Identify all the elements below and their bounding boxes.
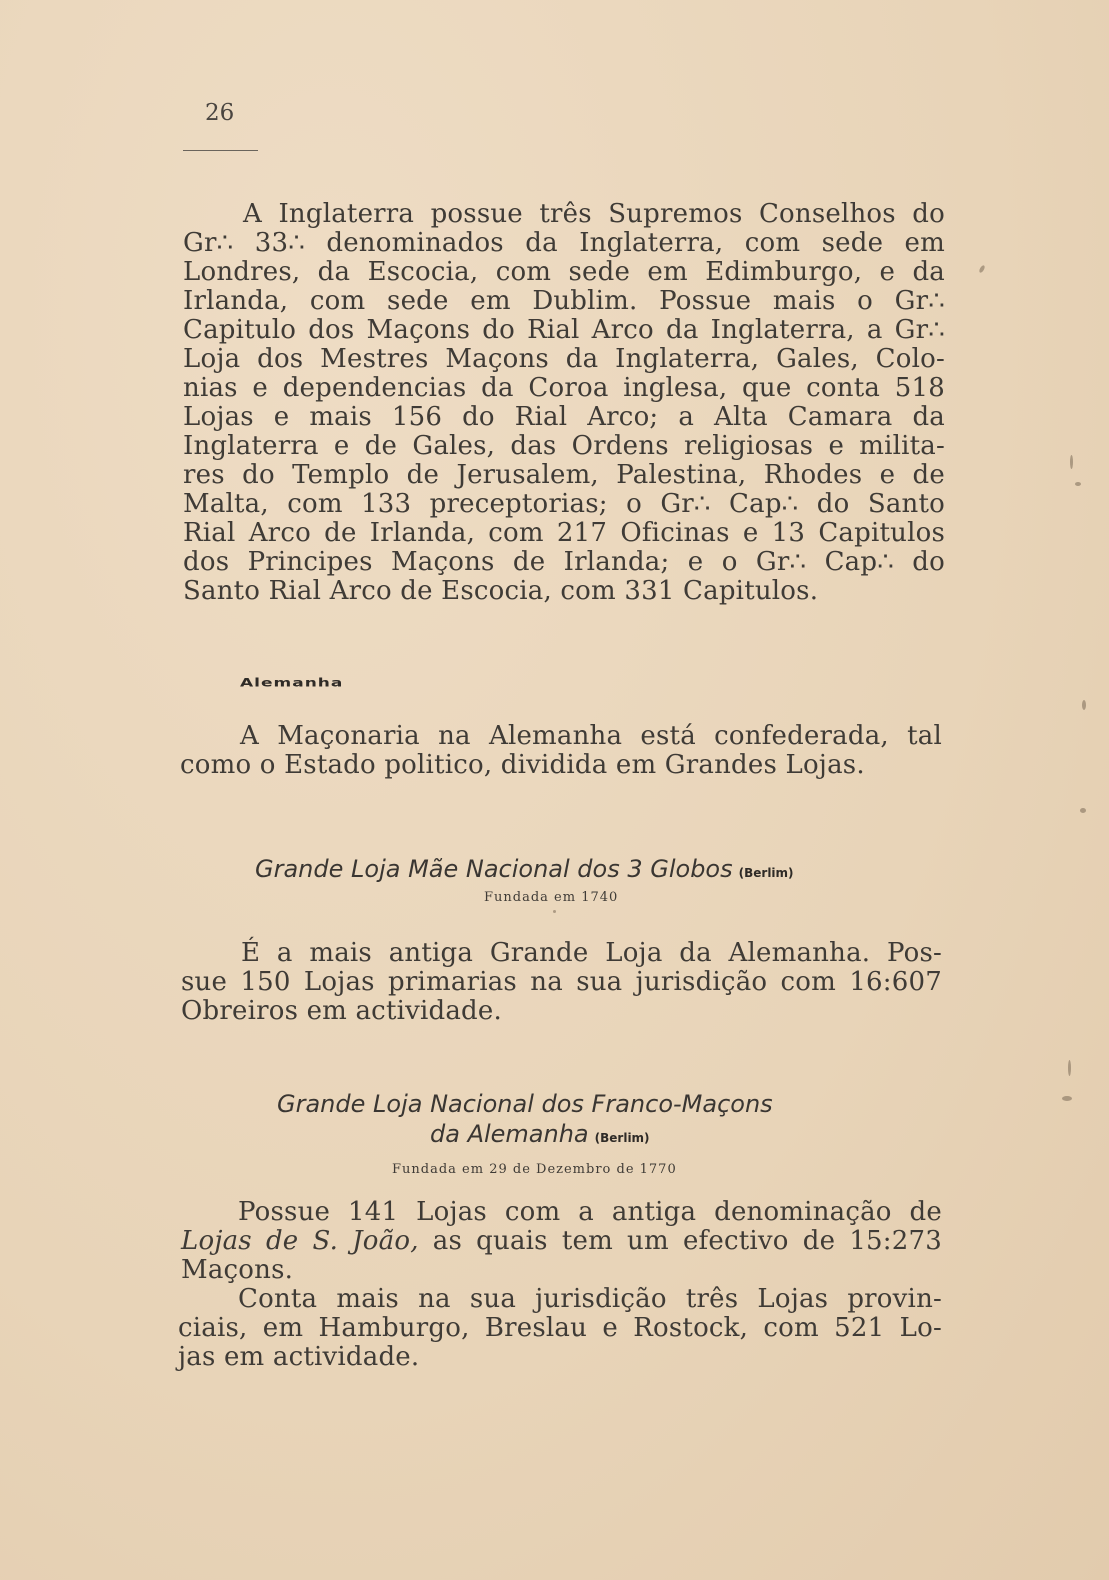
paper-mark <box>1082 700 1086 710</box>
text-line: Possue 141 Lojas com a antiga denominação de <box>238 1197 942 1227</box>
paper-mark <box>1068 1060 1071 1076</box>
text-line: dos Principes Maçons de Irlanda; e o Gr∴ Cap∴ do <box>183 547 945 577</box>
text-line: Lojas e mais 156 do Rial Arco; a Alta Camara da <box>183 402 945 432</box>
paper-mark <box>978 265 985 274</box>
paper-mark <box>1075 482 1081 486</box>
lodge-city: (Berlim) <box>594 1131 650 1145</box>
text-line: como o Estado politico, dividida em Grandes Lojas. <box>180 750 865 780</box>
lodge-title-franco-macons-line2 <box>430 1120 650 1148</box>
text-line <box>181 1227 942 1256</box>
text-fragment: as quais tem um efectivo de 15:273 <box>418 1226 942 1256</box>
text-line: ciais, em Hamburgo, Breslau e Rostock, com 521 Lo- <box>178 1313 942 1343</box>
section-heading-germany: Alemanha <box>240 676 344 690</box>
lodge-founded: Fundada em 29 de Dezembro de 1770 <box>392 1162 677 1177</box>
text-line: É a mais antiga Grande Loja da Alemanha. Pos- <box>241 938 942 968</box>
lodge-city: (Berlim) <box>738 866 794 880</box>
text-line: Inglaterra e de Gales, das Ordens religiosas e milita- <box>183 431 945 461</box>
lodge-title-3-globos <box>255 855 794 883</box>
paper-mark <box>1070 455 1073 469</box>
text-line: Londres, da Escocia, com sede em Edimburgo, e da <box>183 257 945 287</box>
lodge-title-franco-macons-line1: Grande Loja Nacional dos Franco-Maçons <box>277 1090 773 1118</box>
paper-mark <box>553 910 556 913</box>
page-number-rule <box>183 150 258 151</box>
text-line: A Inglaterra possue três Supremos Conselhos do <box>243 199 945 229</box>
page-number: 26 <box>205 100 235 126</box>
lodge-founded: Fundada em 1740 <box>484 890 619 905</box>
lodge-name: da Alemanha <box>430 1120 589 1148</box>
text-line: Obreiros em actividade. <box>181 996 502 1026</box>
lodge1-paragraph <box>181 939 942 1026</box>
text-line: nias e dependencias da Coroa inglesa, que conta 518 <box>183 373 945 403</box>
text-line: Rial Arco de Irlanda, com 217 Oficinas e 13 Capitulos <box>183 518 945 548</box>
italic-phrase: Lojas de S. João, <box>181 1226 419 1256</box>
text-line: Conta mais na sua jurisdição três Lojas provin- <box>238 1284 942 1314</box>
text-line: sue 150 Lojas primarias na sua jurisdição com 16:607 <box>181 967 942 997</box>
germany-intro <box>180 722 942 780</box>
text-line: Capitulo dos Maçons do Rial Arco da Inglaterra, a Gr∴ <box>183 315 945 345</box>
paper-mark <box>1062 1096 1072 1101</box>
text-line: res do Templo de Jerusalem, Palestina, Rhodes e de <box>183 460 945 490</box>
text-line: Santo Rial Arco de Escocia, com 331 Capitulos. <box>183 576 819 606</box>
text-line: Malta, com 133 preceptorias; o Gr∴ Cap∴ do Santo <box>183 489 945 519</box>
england-paragraph <box>183 200 945 606</box>
text-line: jas em actividade. <box>178 1342 420 1372</box>
paper-mark <box>1080 808 1086 813</box>
lodge2-paragraph-1 <box>181 1198 942 1285</box>
text-line: Loja dos Mestres Maçons da Inglaterra, Gales, Colo- <box>183 344 945 374</box>
text-line: Maçons. <box>181 1255 294 1285</box>
text-line: Gr∴ 33∴ denominados da Inglaterra, com sede em <box>183 228 945 258</box>
text-line: Irlanda, com sede em Dublim. Possue mais o Gr∴ <box>183 286 945 316</box>
lodge-name: Grande Loja Mãe Nacional dos 3 Globos <box>255 855 733 883</box>
lodge2-paragraph-2 <box>178 1285 942 1372</box>
text-line: A Maçonaria na Alemanha está confederada, tal <box>240 721 942 751</box>
